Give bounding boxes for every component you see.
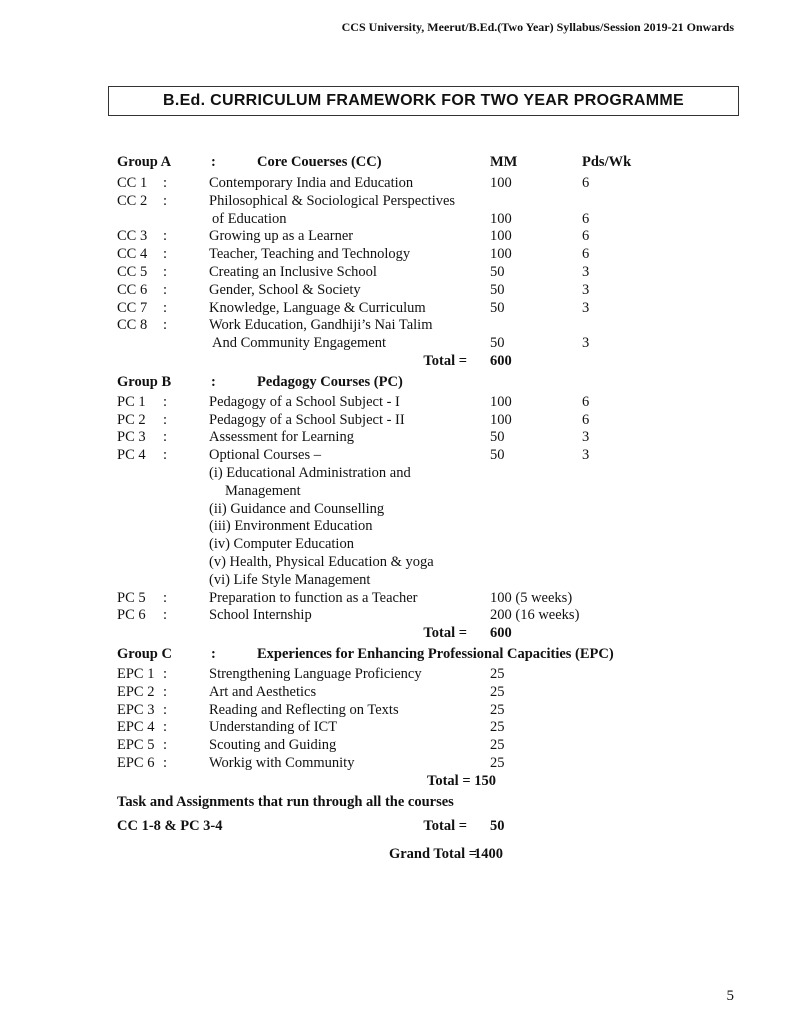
course-code: CC 3 (117, 228, 148, 245)
grand-total-label: Grand Total = (388, 845, 477, 862)
course-code: PC 3 (117, 429, 146, 446)
course-row (117, 666, 677, 684)
group-a-total (117, 353, 677, 371)
course-code: EPC 3 (117, 701, 155, 718)
course-marks: 100 (490, 411, 512, 428)
course-colon: : (163, 737, 168, 754)
course-colon: : (163, 299, 168, 316)
course-title: Contemporary India and Education (209, 175, 414, 191)
course-marks: 50 (490, 263, 505, 280)
group-c-rows (117, 666, 677, 773)
course-marks: 25 (490, 754, 505, 771)
optional-course-item (117, 483, 677, 501)
course-row (117, 228, 677, 246)
course-colon: : (163, 589, 168, 606)
course-marks: 100 (490, 228, 512, 245)
group-a-rows (117, 175, 677, 353)
course-row (117, 300, 677, 318)
course-colon: : (163, 665, 168, 682)
course-row (117, 335, 677, 353)
group-b-rows-2 (117, 590, 677, 626)
course-periods: 3 (582, 429, 590, 446)
course-title: Workig with Community (209, 754, 355, 771)
course-title: Knowledge, Language & Curriculum (209, 299, 426, 316)
course-periods: 6 (582, 228, 590, 245)
grand-total-value: 1400 (474, 845, 503, 862)
total-label: Total = (423, 625, 467, 642)
group-b-title: Pedagogy Courses (PC) (257, 373, 403, 390)
group-a-colon: : (211, 154, 216, 170)
course-title: Philosophical & Sociological Perspectives (209, 192, 456, 209)
course-title: School Internship (209, 607, 312, 624)
course-row (117, 175, 677, 193)
course-code: PC 4 (117, 447, 146, 464)
group-a-title: Core Couerses (CC) (257, 154, 382, 170)
course-code: EPC 5 (117, 737, 155, 754)
page-header: CCS University, Meerut/B.Ed.(Two Year) Syllabus/Session 2019-21 Onwards (341, 20, 734, 34)
course-row (117, 737, 677, 755)
course-row (117, 317, 677, 335)
course-marks: 25 (490, 719, 505, 736)
course-title: Creating an Inclusive School (209, 263, 377, 280)
course-colon: : (163, 411, 168, 428)
group-b-label: Group B (117, 373, 172, 390)
total-value: 600 (490, 625, 512, 642)
tasks-code: CC 1-8 & PC 3-4 (117, 817, 223, 834)
page-number: 5 (726, 988, 734, 1004)
course-title: Strengthening Language Proficiency (209, 665, 422, 682)
optional-course-text: (iii) Environment Education (209, 518, 373, 535)
course-code: PC 2 (117, 411, 146, 428)
course-title: Understanding of ICT (209, 719, 338, 736)
course-colon: : (163, 175, 168, 191)
course-colon: : (163, 281, 168, 298)
course-periods: 6 (582, 175, 590, 191)
tasks-row (117, 813, 677, 839)
course-row (117, 282, 677, 300)
curriculum-table (117, 149, 677, 869)
course-code: EPC 6 (117, 754, 155, 771)
course-code: CC 2 (117, 192, 148, 209)
course-colon: : (163, 683, 168, 700)
course-colon: : (163, 192, 168, 209)
course-marks: 50 (490, 429, 505, 446)
group-a-header (117, 149, 677, 175)
course-colon: : (163, 607, 168, 624)
course-code: PC 1 (117, 393, 146, 410)
group-b-colon: : (211, 373, 216, 390)
course-row (117, 684, 677, 702)
course-periods: 6 (582, 411, 590, 428)
course-code: EPC 2 (117, 683, 155, 700)
course-periods: 6 (582, 393, 590, 410)
course-code: CC 6 (117, 281, 148, 298)
course-colon: : (163, 393, 168, 410)
course-row (117, 755, 677, 773)
optional-course-text: (v) Health, Physical Education & yoga (209, 553, 434, 570)
course-title: Work Education, Gandhiji’s Nai Talim (209, 317, 433, 334)
optional-course-item (117, 501, 677, 519)
mm-header: MM (490, 154, 518, 170)
page-title: B.Ed. CURRICULUM FRAMEWORK FOR TWO YEAR PROGRAMME (108, 86, 739, 116)
course-colon: : (163, 447, 168, 464)
group-b-header (117, 371, 677, 394)
course-row (117, 246, 677, 264)
tasks-heading (117, 791, 677, 813)
course-marks: 50 (490, 299, 505, 316)
course-code: PC 5 (117, 589, 146, 606)
course-colon: : (163, 719, 168, 736)
course-title: Scouting and Guiding (209, 737, 337, 754)
course-marks: 25 (490, 683, 505, 700)
course-marks: 100 (490, 393, 512, 410)
optional-course-text: (vi) Life Style Management (209, 571, 371, 588)
course-row (117, 429, 677, 447)
course-row (117, 264, 677, 282)
course-code: CC 1 (117, 175, 148, 191)
optional-courses (117, 465, 677, 590)
course-code: CC 5 (117, 263, 148, 280)
course-title: Optional Courses – (209, 447, 321, 464)
course-colon: : (163, 228, 168, 245)
course-periods: 3 (582, 299, 590, 316)
course-code: EPC 1 (117, 665, 155, 682)
course-periods: 3 (582, 447, 590, 464)
course-row (117, 590, 677, 608)
group-c-title: Experiences for Enhancing Professional Capacities (EPC) (257, 645, 614, 662)
course-periods: 3 (582, 335, 590, 352)
course-title: Preparation to function as a Teacher (209, 589, 418, 606)
optional-course-text: (iv) Computer Education (209, 536, 354, 553)
course-row (117, 447, 677, 465)
course-marks: 25 (490, 737, 505, 754)
group-c-total (117, 773, 677, 791)
group-b-total (117, 625, 677, 643)
course-title: Assessment for Learning (209, 429, 354, 446)
course-marks: 100 (5 weeks) (490, 589, 573, 606)
optional-course-text: Management (225, 482, 301, 499)
pds-header: Pds/Wk (582, 154, 632, 170)
course-title: of Education (212, 210, 287, 227)
optional-course-item (117, 465, 677, 483)
group-b-rows (117, 394, 677, 465)
total-text: Total = 150 (427, 772, 496, 789)
course-periods: 3 (582, 263, 590, 280)
course-periods: 3 (582, 281, 590, 298)
group-c-label: Group C (117, 645, 172, 662)
course-colon: : (163, 263, 168, 280)
course-marks: 200 (16 weeks) (490, 607, 580, 624)
optional-course-item (117, 554, 677, 572)
group-c-colon: : (211, 645, 216, 662)
tasks-total-label: Total = (423, 817, 467, 834)
optional-course-item (117, 536, 677, 554)
group-a-label: Group A (117, 154, 172, 170)
course-code: CC 8 (117, 317, 148, 334)
course-title: Growing up as a Learner (209, 228, 354, 245)
course-marks: 100 (490, 175, 512, 191)
course-row (117, 702, 677, 720)
course-colon: : (163, 701, 168, 718)
optional-course-text: (ii) Guidance and Counselling (209, 500, 385, 517)
course-code: CC 7 (117, 299, 148, 316)
course-colon: : (163, 246, 168, 263)
course-row (117, 394, 677, 412)
course-colon: : (163, 754, 168, 771)
course-title: Pedagogy of a School Subject - I (209, 393, 400, 410)
course-marks: 50 (490, 447, 505, 464)
course-colon: : (163, 317, 168, 334)
course-row (117, 211, 677, 229)
course-colon: : (163, 429, 168, 446)
course-title: Reading and Reflecting on Texts (209, 701, 399, 718)
group-c-header (117, 643, 677, 666)
course-marks: 25 (490, 701, 505, 718)
tasks-total-value: 50 (490, 817, 505, 834)
course-marks: 100 (490, 210, 512, 227)
course-periods: 6 (582, 246, 590, 263)
optional-course-item (117, 572, 677, 590)
course-title: Gender, School & Society (209, 281, 361, 298)
course-code: EPC 4 (117, 719, 155, 736)
course-row (117, 719, 677, 737)
course-marks: 50 (490, 281, 505, 298)
course-marks: 50 (490, 335, 505, 352)
course-code: PC 6 (117, 607, 146, 624)
course-title: Pedagogy of a School Subject - II (209, 411, 405, 428)
course-row (117, 412, 677, 430)
optional-course-item (117, 518, 677, 536)
course-row (117, 607, 677, 625)
course-marks: 100 (490, 246, 512, 263)
total-label: Total = (423, 352, 467, 369)
course-title: Teacher, Teaching and Technology (209, 246, 411, 263)
optional-course-text: (i) Educational Administration and (209, 464, 411, 481)
course-marks: 25 (490, 665, 505, 682)
course-row (117, 193, 677, 211)
tasks-heading-text: Task and Assignments that run through all the courses (117, 793, 454, 810)
course-code: CC 4 (117, 246, 148, 263)
course-title: Art and Aesthetics (209, 683, 317, 700)
course-periods: 6 (582, 210, 590, 227)
total-value: 600 (490, 352, 512, 369)
grand-total (117, 839, 677, 869)
course-title: And Community Engagement (212, 335, 386, 352)
